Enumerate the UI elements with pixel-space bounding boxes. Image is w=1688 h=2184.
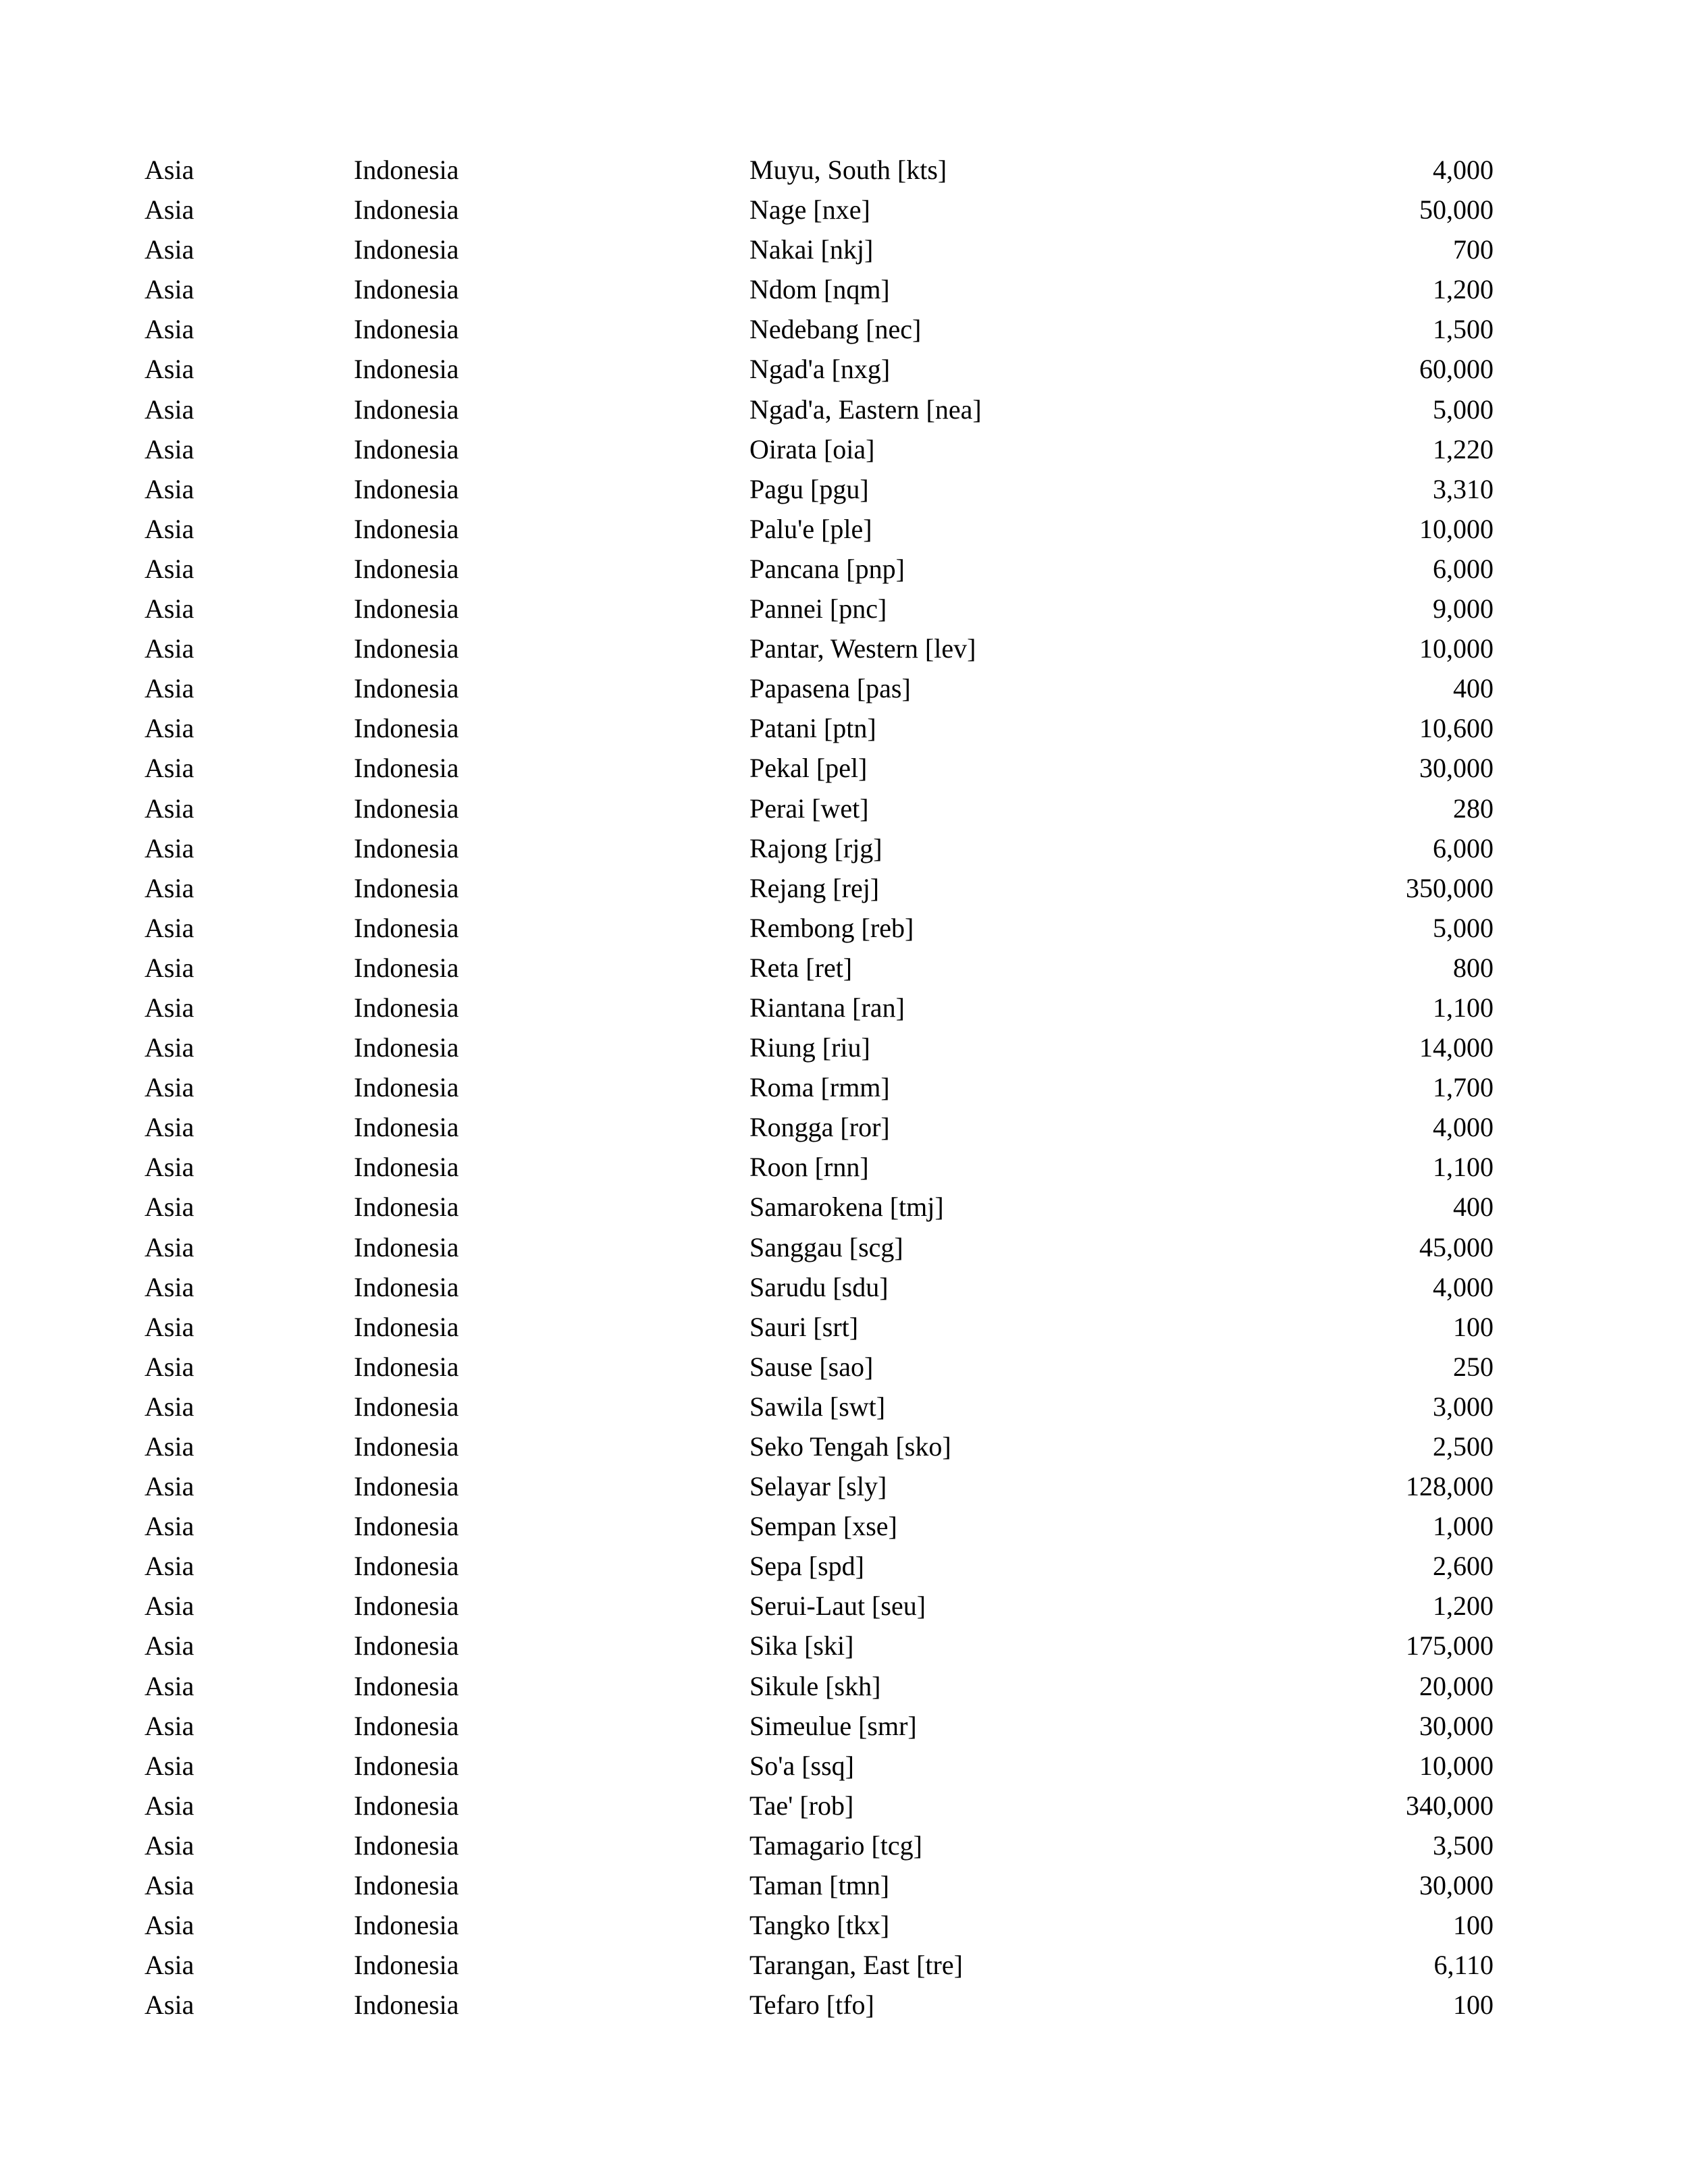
language-cell: Rongga [ror] <box>749 1112 890 1143</box>
language-cell: Sempan [xse] <box>749 1511 897 1542</box>
region-cell: Asia <box>144 1032 194 1063</box>
language-cell: Sika [ski] <box>749 1630 854 1661</box>
country-cell: Indonesia <box>354 633 459 664</box>
language-cell: Sikule [skh] <box>749 1670 881 1701</box>
language-cell: Serui-Laut [seu] <box>749 1591 926 1622</box>
table-row <box>0 908 1688 948</box>
region-cell: Asia <box>144 1351 194 1382</box>
country-cell: Indonesia <box>354 274 459 305</box>
language-cell: Simeulue [smr] <box>749 1710 917 1741</box>
region-cell: Asia <box>144 992 194 1023</box>
table-row <box>0 668 1688 708</box>
country-cell: Indonesia <box>354 1072 459 1103</box>
region-cell: Asia <box>144 713 194 744</box>
language-cell: Tangko [tkx] <box>749 1910 890 1941</box>
table-row <box>0 1586 1688 1626</box>
region-cell: Asia <box>144 912 194 943</box>
table-row <box>0 1626 1688 1666</box>
language-cell: Rejang [rej] <box>749 872 880 903</box>
table-row <box>0 1746 1688 1786</box>
country-cell: Indonesia <box>354 194 459 225</box>
language-table <box>0 150 1688 2025</box>
population-cell: 128,000 <box>1406 1471 1494 1502</box>
language-cell: Rembong [reb] <box>749 912 914 943</box>
population-cell: 1,100 <box>1433 1152 1494 1183</box>
population-cell: 30,000 <box>1419 1870 1494 1901</box>
region-cell: Asia <box>144 1311 194 1342</box>
region-cell: Asia <box>144 1790 194 1821</box>
table-row <box>0 589 1688 629</box>
table-row <box>0 1826 1688 1865</box>
country-cell: Indonesia <box>354 1032 459 1063</box>
region-cell: Asia <box>144 1431 194 1462</box>
population-cell: 100 <box>1453 1311 1494 1342</box>
country-cell: Indonesia <box>354 912 459 943</box>
region-cell: Asia <box>144 872 194 903</box>
language-cell: Tae' [rob] <box>749 1790 854 1821</box>
table-row <box>0 309 1688 349</box>
language-cell: Pagu [pgu] <box>749 473 869 504</box>
language-cell: Ngad'a, Eastern [nea] <box>749 394 982 425</box>
country-cell: Indonesia <box>354 354 459 385</box>
table-row <box>0 828 1688 868</box>
region-cell: Asia <box>144 433 194 464</box>
population-cell: 800 <box>1453 952 1494 983</box>
country-cell: Indonesia <box>354 553 459 584</box>
country-cell: Indonesia <box>354 314 459 345</box>
country-cell: Indonesia <box>354 394 459 425</box>
population-cell: 10,000 <box>1419 513 1494 544</box>
language-cell: Rajong [rjg] <box>749 832 882 863</box>
table-row <box>0 1427 1688 1466</box>
population-cell: 30,000 <box>1419 1710 1494 1741</box>
region-cell: Asia <box>144 234 194 265</box>
table-row <box>0 269 1688 309</box>
table-row <box>0 390 1688 429</box>
region-cell: Asia <box>144 1910 194 1941</box>
population-cell: 1,100 <box>1433 992 1494 1023</box>
language-cell: Reta [ret] <box>749 952 853 983</box>
population-cell: 4,000 <box>1433 1271 1494 1302</box>
table-row <box>0 748 1688 788</box>
region-cell: Asia <box>144 1112 194 1143</box>
language-cell: Ngad'a [nxg] <box>749 354 891 385</box>
population-cell: 14,000 <box>1419 1032 1494 1063</box>
language-cell: Pancana [pnp] <box>749 553 905 584</box>
table-row <box>0 1387 1688 1427</box>
population-cell: 2,600 <box>1433 1551 1494 1582</box>
population-cell: 6,000 <box>1433 832 1494 863</box>
country-cell: Indonesia <box>354 433 459 464</box>
population-cell: 1,220 <box>1433 433 1494 464</box>
language-cell: Nakai [nkj] <box>749 234 874 265</box>
language-cell: Pantar, Western [lev] <box>749 633 976 664</box>
population-cell: 45,000 <box>1419 1231 1494 1262</box>
language-cell: Perai [wet] <box>749 793 869 824</box>
region-cell: Asia <box>144 1950 194 1981</box>
region-cell: Asia <box>144 553 194 584</box>
population-cell: 100 <box>1453 1910 1494 1941</box>
country-cell: Indonesia <box>354 1551 459 1582</box>
country-cell: Indonesia <box>354 1591 459 1622</box>
population-cell: 5,000 <box>1433 912 1494 943</box>
language-cell: Sause [sao] <box>749 1351 874 1382</box>
population-cell: 340,000 <box>1406 1790 1494 1821</box>
table-row <box>0 150 1688 190</box>
language-cell: Taman [tmn] <box>749 1870 890 1901</box>
population-cell: 700 <box>1453 234 1494 265</box>
country-cell: Indonesia <box>354 1231 459 1262</box>
country-cell: Indonesia <box>354 473 459 504</box>
country-cell: Indonesia <box>354 1710 459 1741</box>
country-cell: Indonesia <box>354 1750 459 1781</box>
table-row <box>0 1945 1688 1985</box>
table-row <box>0 1147 1688 1187</box>
language-cell: Samarokena [tmj] <box>749 1192 944 1223</box>
table-row <box>0 1905 1688 1945</box>
country-cell: Indonesia <box>354 872 459 903</box>
language-cell: Palu'e [ple] <box>749 513 872 544</box>
language-cell: Pekal [pel] <box>749 753 868 784</box>
population-cell: 100 <box>1453 1990 1494 2021</box>
table-row <box>0 948 1688 988</box>
region-cell: Asia <box>144 1710 194 1741</box>
region-cell: Asia <box>144 513 194 544</box>
population-cell: 3,000 <box>1433 1391 1494 1422</box>
region-cell: Asia <box>144 1271 194 1302</box>
language-cell: Tarangan, East [tre] <box>749 1950 963 1981</box>
table-row <box>0 1227 1688 1267</box>
language-cell: Riantana [ran] <box>749 992 905 1023</box>
region-cell: Asia <box>144 1072 194 1103</box>
table-row <box>0 868 1688 908</box>
table-row <box>0 1067 1688 1107</box>
region-cell: Asia <box>144 832 194 863</box>
population-cell: 1,200 <box>1433 1591 1494 1622</box>
region-cell: Asia <box>144 1750 194 1781</box>
language-cell: Oirata [oia] <box>749 433 875 464</box>
region-cell: Asia <box>144 673 194 704</box>
population-cell: 5,000 <box>1433 394 1494 425</box>
region-cell: Asia <box>144 1870 194 1901</box>
table-row <box>0 1107 1688 1147</box>
country-cell: Indonesia <box>354 992 459 1023</box>
country-cell: Indonesia <box>354 1271 459 1302</box>
population-cell: 10,600 <box>1419 713 1494 744</box>
country-cell: Indonesia <box>354 593 459 624</box>
region-cell: Asia <box>144 633 194 664</box>
language-cell: Nage [nxe] <box>749 194 870 225</box>
country-cell: Indonesia <box>354 1351 459 1382</box>
table-row <box>0 1347 1688 1387</box>
table-row <box>0 549 1688 589</box>
region-cell: Asia <box>144 1152 194 1183</box>
country-cell: Indonesia <box>354 513 459 544</box>
population-cell: 4,000 <box>1433 1112 1494 1143</box>
country-cell: Indonesia <box>354 793 459 824</box>
population-cell: 10,000 <box>1419 1750 1494 1781</box>
population-cell: 6,000 <box>1433 553 1494 584</box>
table-row <box>0 988 1688 1028</box>
country-cell: Indonesia <box>354 1152 459 1183</box>
region-cell: Asia <box>144 793 194 824</box>
country-cell: Indonesia <box>354 1431 459 1462</box>
region-cell: Asia <box>144 952 194 983</box>
table-row <box>0 1865 1688 1905</box>
table-row <box>0 349 1688 389</box>
population-cell: 50,000 <box>1419 194 1494 225</box>
region-cell: Asia <box>144 354 194 385</box>
country-cell: Indonesia <box>354 713 459 744</box>
region-cell: Asia <box>144 1231 194 1262</box>
population-cell: 1,200 <box>1433 274 1494 305</box>
country-cell: Indonesia <box>354 1391 459 1422</box>
table-row <box>0 629 1688 668</box>
country-cell: Indonesia <box>354 1910 459 1941</box>
region-cell: Asia <box>144 1551 194 1582</box>
population-cell: 2,500 <box>1433 1431 1494 1462</box>
table-row <box>0 1028 1688 1067</box>
region-cell: Asia <box>144 1591 194 1622</box>
language-cell: Selayar [sly] <box>749 1471 887 1502</box>
population-cell: 400 <box>1453 1192 1494 1223</box>
language-cell: Patani [ptn] <box>749 713 876 744</box>
region-cell: Asia <box>144 394 194 425</box>
table-row <box>0 1267 1688 1307</box>
country-cell: Indonesia <box>354 1950 459 1981</box>
language-cell: Sauri [srt] <box>749 1311 859 1342</box>
language-cell: Sawila [swt] <box>749 1391 886 1422</box>
table-row <box>0 1506 1688 1546</box>
region-cell: Asia <box>144 1830 194 1861</box>
table-row <box>0 1187 1688 1227</box>
country-cell: Indonesia <box>354 1311 459 1342</box>
region-cell: Asia <box>144 194 194 225</box>
region-cell: Asia <box>144 753 194 784</box>
country-cell: Indonesia <box>354 1471 459 1502</box>
table-row <box>0 469 1688 509</box>
population-cell: 175,000 <box>1406 1630 1494 1661</box>
table-row <box>0 708 1688 748</box>
country-cell: Indonesia <box>354 1790 459 1821</box>
table-row <box>0 429 1688 469</box>
country-cell: Indonesia <box>354 1112 459 1143</box>
country-cell: Indonesia <box>354 673 459 704</box>
population-cell: 3,500 <box>1433 1830 1494 1861</box>
region-cell: Asia <box>144 1391 194 1422</box>
language-cell: Roon [rnn] <box>749 1152 869 1183</box>
region-cell: Asia <box>144 1471 194 1502</box>
table-row <box>0 1666 1688 1706</box>
language-cell: So'a [ssq] <box>749 1750 854 1781</box>
language-cell: Tefaro [tfo] <box>749 1990 874 2021</box>
region-cell: Asia <box>144 1990 194 2021</box>
table-row <box>0 1985 1688 2025</box>
table-row <box>0 230 1688 269</box>
population-cell: 350,000 <box>1406 872 1494 903</box>
language-cell: Seko Tengah [sko] <box>749 1431 951 1462</box>
population-cell: 1,500 <box>1433 314 1494 345</box>
population-cell: 6,110 <box>1433 1950 1494 1981</box>
country-cell: Indonesia <box>354 1830 459 1861</box>
country-cell: Indonesia <box>354 1990 459 2021</box>
table-row <box>0 509 1688 549</box>
country-cell: Indonesia <box>354 1511 459 1542</box>
region-cell: Asia <box>144 1630 194 1661</box>
country-cell: Indonesia <box>354 1192 459 1223</box>
region-cell: Asia <box>144 1192 194 1223</box>
language-cell: Sepa [spd] <box>749 1551 864 1582</box>
region-cell: Asia <box>144 1511 194 1542</box>
region-cell: Asia <box>144 274 194 305</box>
table-row <box>0 190 1688 230</box>
language-cell: Tamagario [tcg] <box>749 1830 922 1861</box>
table-row <box>0 1786 1688 1826</box>
table-row <box>0 1546 1688 1586</box>
language-cell: Sarudu [sdu] <box>749 1271 889 1302</box>
language-cell: Papasena [pas] <box>749 673 911 704</box>
population-cell: 30,000 <box>1419 753 1494 784</box>
country-cell: Indonesia <box>354 753 459 784</box>
language-cell: Roma [rmm] <box>749 1072 890 1103</box>
population-cell: 3,310 <box>1433 473 1494 504</box>
population-cell: 400 <box>1453 673 1494 704</box>
table-row <box>0 1466 1688 1506</box>
population-cell: 4,000 <box>1433 155 1494 185</box>
population-cell: 250 <box>1453 1351 1494 1382</box>
region-cell: Asia <box>144 314 194 345</box>
country-cell: Indonesia <box>354 1630 459 1661</box>
table-row <box>0 1307 1688 1347</box>
table-row <box>0 789 1688 828</box>
language-cell: Sanggau [scg] <box>749 1231 903 1262</box>
population-cell: 60,000 <box>1419 354 1494 385</box>
language-cell: Pannei [pnc] <box>749 593 887 624</box>
country-cell: Indonesia <box>354 952 459 983</box>
country-cell: Indonesia <box>354 234 459 265</box>
language-cell: Nedebang [nec] <box>749 314 922 345</box>
country-cell: Indonesia <box>354 1670 459 1701</box>
country-cell: Indonesia <box>354 1870 459 1901</box>
language-cell: Riung [riu] <box>749 1032 870 1063</box>
region-cell: Asia <box>144 1670 194 1701</box>
population-cell: 280 <box>1453 793 1494 824</box>
region-cell: Asia <box>144 473 194 504</box>
population-cell: 10,000 <box>1419 633 1494 664</box>
table-row <box>0 1706 1688 1746</box>
country-cell: Indonesia <box>354 155 459 185</box>
country-cell: Indonesia <box>354 832 459 863</box>
region-cell: Asia <box>144 593 194 624</box>
language-cell: Ndom [nqm] <box>749 274 890 305</box>
population-cell: 20,000 <box>1419 1670 1494 1701</box>
region-cell: Asia <box>144 155 194 185</box>
population-cell: 1,000 <box>1433 1511 1494 1542</box>
population-cell: 9,000 <box>1433 593 1494 624</box>
language-cell: Muyu, South [kts] <box>749 155 947 185</box>
population-cell: 1,700 <box>1433 1072 1494 1103</box>
